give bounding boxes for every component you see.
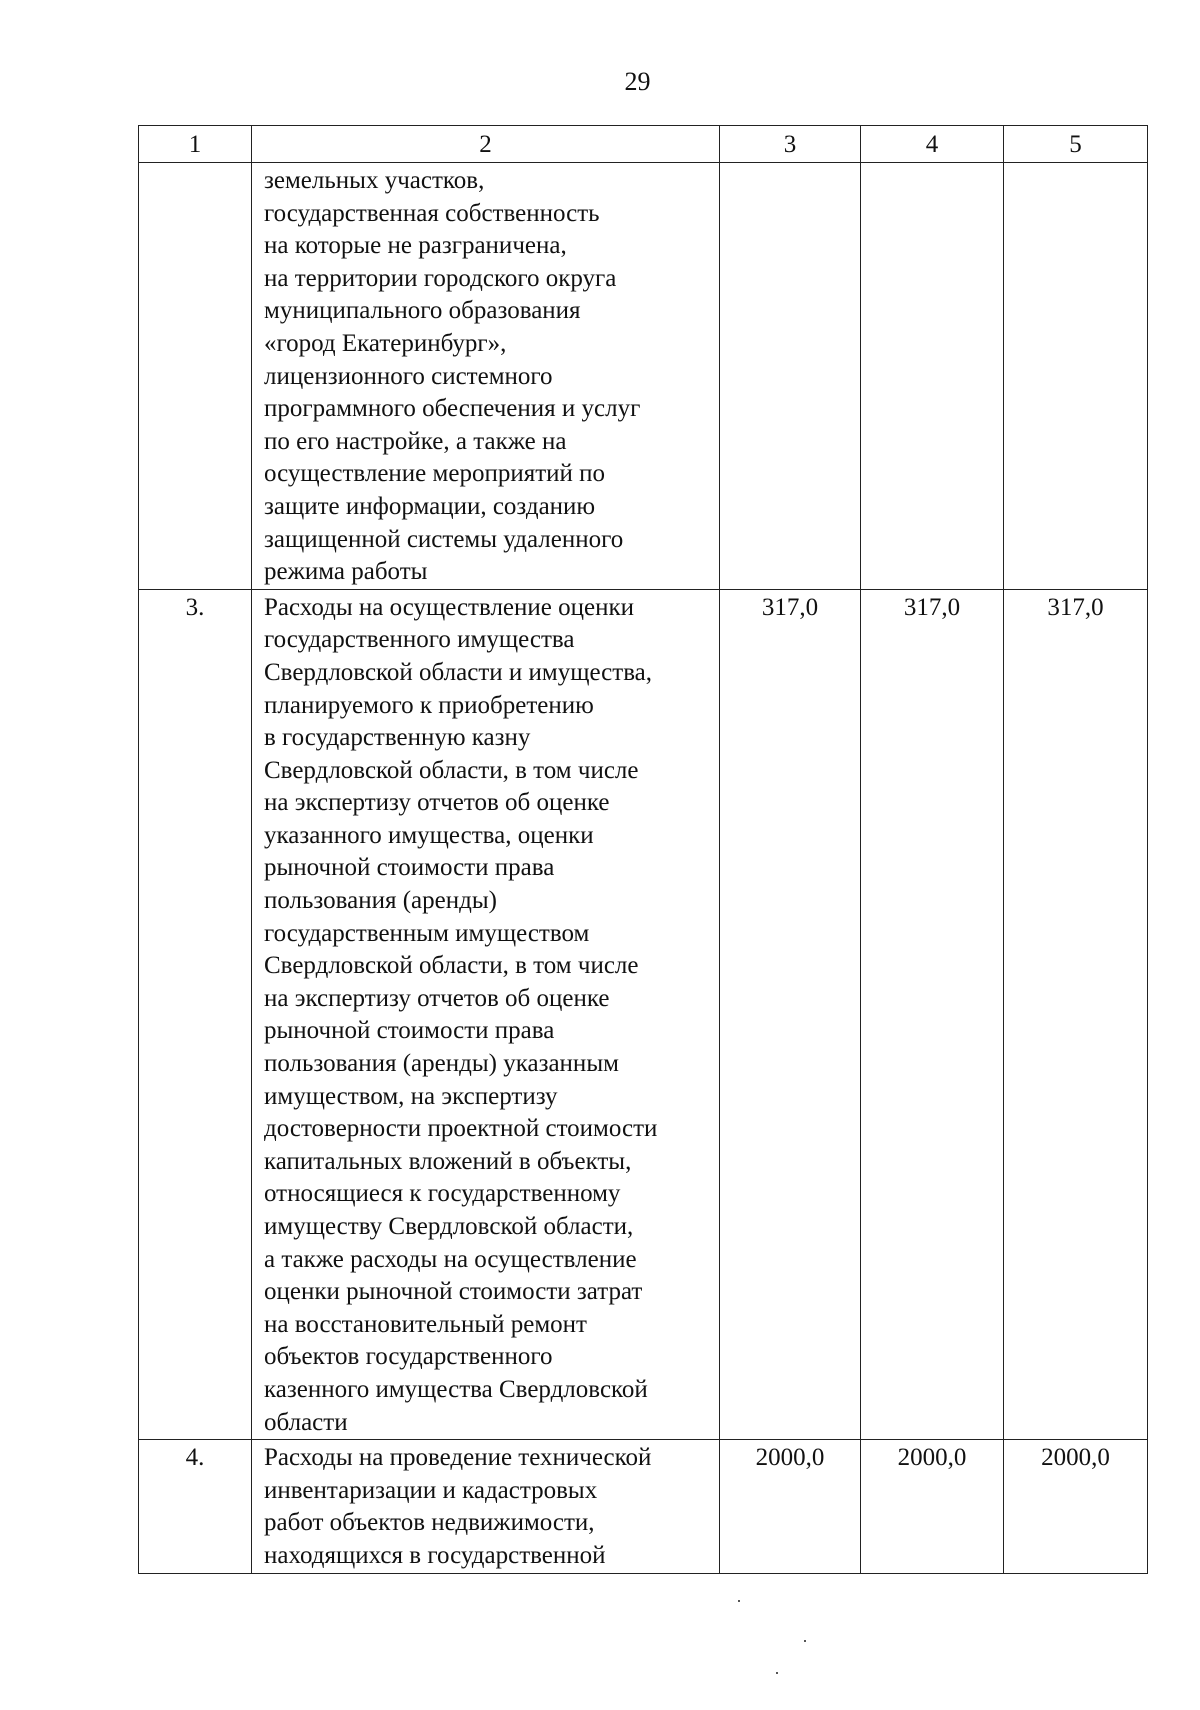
description-line: на территории городского округа: [264, 264, 617, 292]
description-line: на восстановительный ремонт: [264, 1310, 587, 1338]
amount-cell-col5: [1004, 163, 1148, 590]
description-line: режима работы: [264, 558, 428, 586]
description-line: защите информации, созданию: [264, 492, 596, 520]
description-line: объектов государственного: [264, 1343, 553, 1371]
amount-cell-col5: 2000,0: [1004, 1440, 1148, 1573]
description-line: пользования (аренды): [264, 887, 497, 915]
description-line: осуществление мероприятий по: [264, 460, 606, 488]
amount-cell-col3: [720, 163, 861, 590]
description-line: находящихся в государственной: [264, 1541, 606, 1569]
description-line: Свердловской области, в том числе: [264, 756, 639, 784]
description-line: «город Екатеринбург»,: [264, 329, 507, 357]
description-line: рыночной стоимости права: [264, 854, 555, 882]
column-header-2: 2: [252, 126, 720, 163]
description-line: государственная собственность: [264, 199, 600, 227]
description-line: Расходы на осуществление оценки: [264, 593, 634, 621]
table-row: [139, 163, 1148, 590]
description-line: Свердловской области и имущества,: [264, 658, 653, 686]
description-line: по его настройке, а также на: [264, 427, 567, 455]
table-body: [139, 126, 1148, 1574]
page-number: 29: [624, 67, 651, 96]
description-line: Расходы на проведение технической: [264, 1444, 652, 1472]
amount-cell-col4: 2000,0: [861, 1440, 1004, 1573]
description-line: работ объектов недвижимости,: [264, 1509, 595, 1537]
description-line: планируемого к приобретению: [264, 691, 594, 719]
scan-speck: [776, 1672, 778, 1674]
description-line: достоверности проектной стоимости: [264, 1115, 658, 1143]
description-line: государственного имущества: [264, 626, 575, 654]
description-line: муниципального образования: [264, 297, 581, 325]
amount-cell-col3: 2000,0: [720, 1440, 861, 1573]
scan-speck: [738, 1600, 740, 1602]
description-line: лицензионного системного: [264, 362, 553, 390]
description-cell: [252, 163, 720, 590]
description-line: защищенной системы удаленного: [264, 525, 624, 553]
amount-cell-col4: [861, 163, 1004, 590]
amount-cell-col5: 317,0: [1004, 589, 1148, 1439]
column-header-4: 4: [861, 126, 1004, 163]
description-line: земельных участков,: [264, 167, 485, 194]
column-header-1: 1: [139, 126, 252, 163]
description-line: программного обеспечения и услуг: [264, 395, 641, 423]
row-number-cell: 3.: [139, 589, 252, 1439]
description-line: относящиеся к государственному: [264, 1180, 621, 1208]
amount-cell-col3: 317,0: [720, 589, 861, 1439]
description-line: на которые не разграничена,: [264, 232, 567, 260]
description-line: имуществом, на экспертизу: [264, 1082, 558, 1110]
description-line: казенного имущества Свердловской: [264, 1375, 648, 1403]
table-header-row: [139, 126, 1148, 163]
column-header-3: 3: [720, 126, 861, 163]
description-line: в государственную казну: [264, 724, 531, 752]
description-line: указанного имущества, оценки: [264, 821, 594, 849]
table-row: [139, 1440, 1148, 1573]
description-line: а также расходы на осуществление: [264, 1245, 637, 1273]
description-cell: [252, 1440, 720, 1573]
description-line: оценки рыночной стоимости затрат: [264, 1278, 643, 1306]
description-line: области: [264, 1408, 348, 1436]
amount-cell-col4: 317,0: [861, 589, 1004, 1439]
description-line: инвентаризации и кадастровых: [264, 1476, 598, 1504]
row-number-cell: 4.: [139, 1440, 252, 1573]
description-line: на экспертизу отчетов об оценке: [264, 789, 610, 817]
description-line: на экспертизу отчетов об оценке: [264, 984, 610, 1012]
row-number-cell: [139, 163, 252, 590]
description-line: имуществу Свердловской области,: [264, 1213, 634, 1240]
table-row: [139, 589, 1148, 1439]
description-line: пользования (аренды) указанным: [264, 1050, 619, 1078]
description-line: капитальных вложений в объекты,: [264, 1147, 632, 1175]
column-header-5: 5: [1004, 126, 1148, 163]
description-line: государственным имуществом: [264, 919, 590, 947]
description-line: Свердловской области, в том числе: [264, 952, 639, 980]
description-line: рыночной стоимости права: [264, 1017, 555, 1045]
budget-table: [138, 125, 1148, 1574]
description-cell: [252, 589, 720, 1439]
scan-speck: [804, 1640, 806, 1642]
